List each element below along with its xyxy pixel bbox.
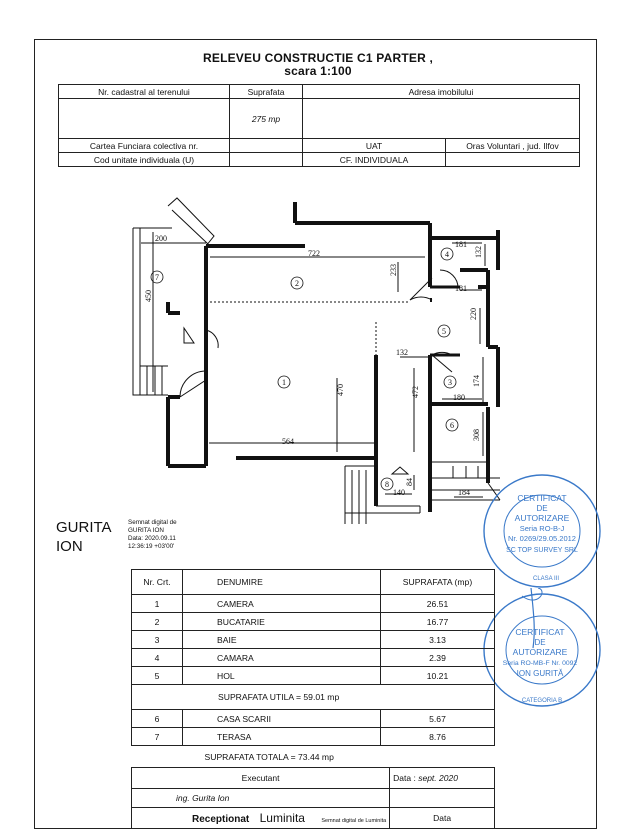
receptionat-data: Data: [390, 808, 495, 829]
table-row: 5 HOL 10.21: [132, 667, 495, 685]
authorization-stamp-1: [478, 468, 608, 598]
room-label-3: 3: [448, 378, 452, 387]
dim-470: 470: [336, 384, 345, 396]
svg-text:CERTIFICAT: CERTIFICAT: [517, 493, 567, 503]
label-uat: UAT: [303, 139, 446, 153]
table-row: 1 CAMERA 26.51: [132, 595, 495, 613]
label-executant: Executant: [132, 768, 390, 789]
suprafata-totala: SUPRAFATA TOTALA = 73.44 mp: [204, 752, 334, 762]
dim-181a: 181: [455, 240, 467, 249]
value-suprafata: 275 mp: [230, 99, 303, 139]
dim-233: 233: [389, 264, 398, 276]
header-adresa: Adresa imobilului: [303, 85, 580, 99]
label-cod-unitate: Cod unitate individuala (U): [59, 153, 230, 167]
dim-308: 308: [472, 429, 481, 441]
svg-text:Nr. 0269/29.05.2012: Nr. 0269/29.05.2012: [508, 534, 576, 543]
svg-text:Seria RO-B-J: Seria RO-B-J: [519, 524, 565, 533]
room-label-6: 6: [450, 421, 454, 430]
suprafata-utila: SUPRAFATA UTILA = 59.01 mp: [132, 685, 495, 710]
rooms-table: [131, 569, 495, 768]
dim-722: 722: [308, 249, 320, 258]
signature-name: GURITA ION: [56, 519, 112, 555]
col-suprafata: SUPRAFATA (mp): [381, 570, 495, 595]
receptionat-cell: Receptionat Luminita Semnat digital de Luminita: [132, 808, 390, 829]
dim-180: 180: [453, 393, 465, 402]
svg-text:DE: DE: [534, 638, 546, 647]
svg-text:AUTORIZARE: AUTORIZARE: [514, 513, 570, 523]
dim-472: 472: [411, 386, 420, 398]
room-label-8: 8: [385, 480, 389, 489]
table-row: 7 TERASA 8.76: [132, 728, 495, 746]
label-cf-colectiva: Cartea Funciara colectiva nr.: [59, 139, 230, 153]
room-label-5: 5: [442, 327, 446, 336]
header-suprafata: Suprafata: [230, 85, 303, 99]
col-nr: Nr. Crt.: [132, 570, 183, 595]
room-label-4: 4: [445, 250, 449, 259]
executant-blank: [390, 789, 495, 808]
dim-200: 200: [155, 234, 167, 243]
room-label-7: 7: [155, 273, 159, 282]
dim-450: 450: [144, 290, 153, 302]
svg-text:Seria RO-MB-F Nr. 0092: Seria RO-MB-F Nr. 0092: [502, 660, 578, 667]
col-denumire: DENUMIRE: [183, 570, 381, 595]
svg-text:CERTIFICAT: CERTIFICAT: [515, 627, 565, 637]
svg-text:DE: DE: [536, 504, 548, 513]
table-row: 4 CAMARA 2.39: [132, 649, 495, 667]
label-cf-individuala: CF. INDIVIDUALA: [303, 153, 446, 167]
svg-text:AUTORIZARE: AUTORIZARE: [512, 647, 568, 657]
executant-name: ing. Gurita Ion: [132, 789, 390, 808]
dim-564: 564: [282, 437, 294, 446]
dim-184: 184: [458, 488, 470, 497]
room-label-1: 1: [282, 378, 286, 387]
svg-text:CLASA III: CLASA III: [532, 576, 560, 582]
svg-text:SC TOP SURVEY SRL: SC TOP SURVEY SRL: [506, 547, 578, 554]
authorization-stamp-2: [478, 588, 608, 718]
header-cadastral: Nr. cadastral al terenului: [59, 85, 230, 99]
dim-220: 220: [469, 308, 478, 320]
dim-84: 84: [405, 478, 414, 486]
room-label-2: 2: [295, 279, 299, 288]
table-row: 2 BUCATARIE 16.77: [132, 613, 495, 631]
document-title: RELEVEU CONSTRUCTIE C1 PARTER ,: [203, 51, 433, 65]
dim-174: 174: [472, 375, 481, 387]
value-oras: Oras Voluntari , jud. Ilfov: [446, 139, 580, 153]
dim-181b: 181: [455, 284, 467, 293]
dim-140: 140: [393, 488, 405, 497]
dim-132a: 132: [474, 246, 483, 258]
svg-text:CATEGORIA B: CATEGORIA B: [521, 698, 563, 704]
document-scale: scara 1:100: [284, 64, 352, 78]
dim-132b: 132: [396, 348, 408, 357]
table-row: 6 CASA SCARII 5.67: [132, 710, 495, 728]
signature-details: Semnat digital de GURITA ION Data: 2020.09.11 12:36:19 +03'00': [128, 519, 177, 550]
executant-date: Data : sept. 2020: [390, 768, 495, 789]
svg-text:ION GURITĂ: ION GURITĂ: [516, 669, 564, 678]
table-row: 3 BAIE 3.13: [132, 631, 495, 649]
